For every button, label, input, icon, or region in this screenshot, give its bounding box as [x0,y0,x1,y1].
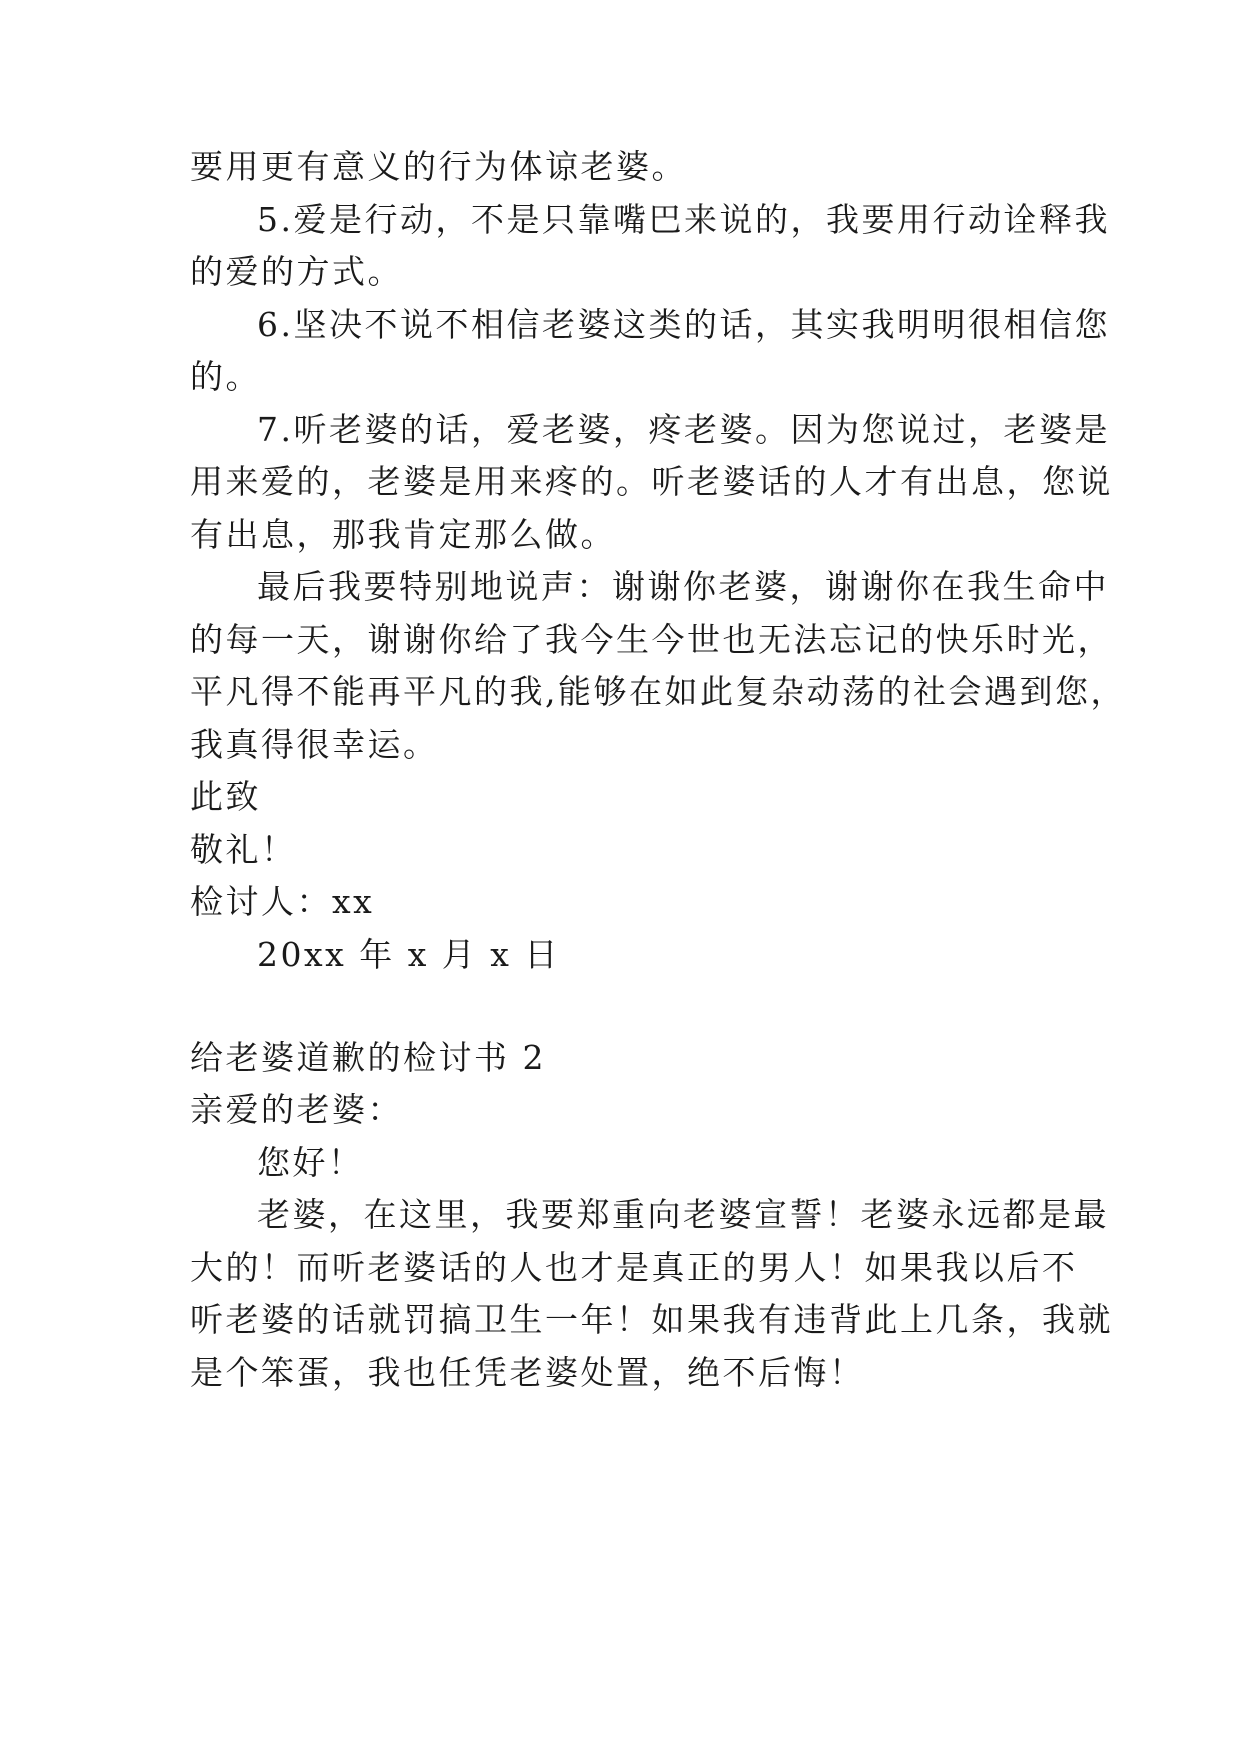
paragraph-line: 要用更有意义的行为体谅老婆。 [190,147,687,186]
list-item-7: 7.听老婆的话，爱老婆，疼老婆。因为您说过，老婆是 [257,410,1110,449]
paragraph-line: 大的！而听老婆话的人也才是真正的男人！如果我以后不 [190,1248,1078,1287]
list-item-6: 6.坚决不说不相信老婆这类的话，其实我明明很相信您 [257,305,1110,344]
section-title: 给老婆道歉的检讨书 2 [190,1038,546,1077]
paragraph-line: 平凡得不能再平凡的我,能够在如此复杂动荡的社会遇到您， [190,672,1126,711]
paragraph-line: 我真得很幸运。 [190,725,439,764]
paragraph-line: 听老婆的话就罚搞卫生一年！如果我有违背此上几条，我就 [190,1300,1113,1339]
salutation-ci-zhi: 此致 [190,777,261,816]
paragraph-line: 的爱的方式。 [190,252,403,291]
date-line: 20xx 年 x 月 x 日 [257,935,560,974]
salutation-jing-li: 敬礼！ [190,830,297,869]
paragraph-line: 是个笨蛋，我也任凭老婆处置，绝不后悔！ [190,1353,865,1392]
greeting-line: 亲爱的老婆： [190,1090,403,1129]
paragraph-line: 的每一天，谢谢你给了我今生今世也无法忘记的快乐时光， [190,620,1113,659]
list-item-5: 5.爱是行动，不是只靠嘴巴来说的，我要用行动诠释我 [257,200,1110,239]
paragraph-line: 老婆，在这里，我要郑重向老婆宣誓！老婆永远都是最 [257,1195,1109,1234]
paragraph-line: 用来爱的，老婆是用来疼的。听老婆话的人才有出息，您说 [190,462,1113,501]
closing-paragraph: 最后我要特别地说声：谢谢你老婆，谢谢你在我生命中 [257,567,1109,606]
paragraph-line: 有出息，那我肯定那么做。 [190,515,616,554]
paragraph-line: 的。 [190,357,261,396]
signature-line: 检讨人：xx [190,882,375,921]
greeting-hello: 您好！ [257,1143,364,1182]
